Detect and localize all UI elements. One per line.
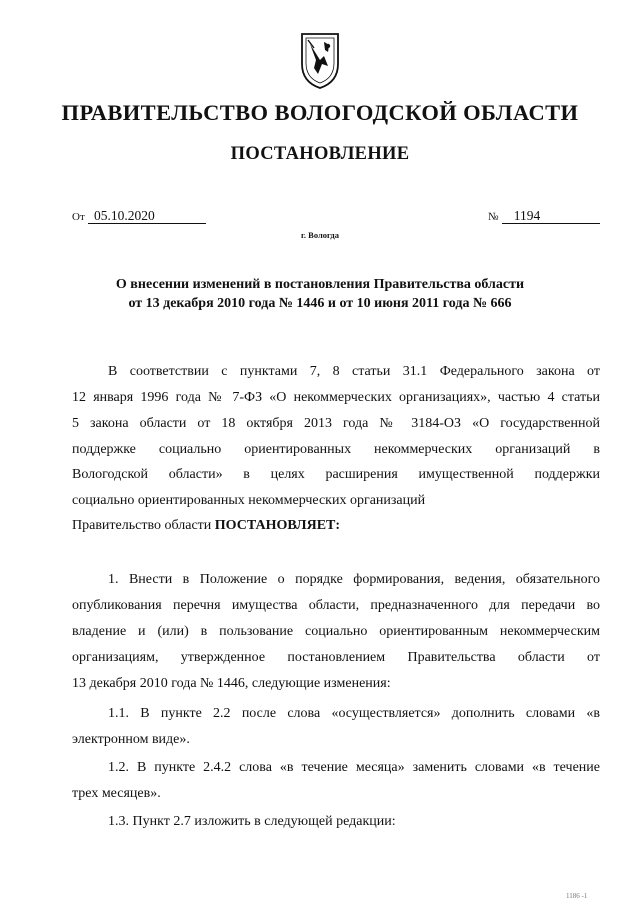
item-1-2-line: трех месяцев». (72, 786, 161, 801)
preamble-line: социально ориентированных некоммерческих организаций (72, 493, 426, 508)
number-value: 1194 (502, 208, 600, 224)
footer-mark: 1186 -1 (566, 892, 588, 900)
preamble-line: 5 закона области от 18 октября 2013 года № 3184-ОЗ «О государственной (72, 416, 600, 431)
item-1-line: опубликования перечня имущества области, предназначенного для передачи во (72, 598, 600, 613)
document-date (72, 208, 206, 224)
city-name: г. Вологда (301, 230, 339, 240)
coat-of-arms-icon (298, 30, 342, 90)
item-1-line: владение и (или) в пользование социально ориентированным некоммерческим (72, 624, 600, 639)
item-1-line: 1. Внести в Положение о порядке формирования, ведения, обязательного (108, 572, 600, 587)
document-number (488, 208, 600, 224)
date-prefix: От (72, 211, 85, 223)
item-1-line: 13 декабря 2010 года № 1446, следующие изменения: (72, 676, 391, 691)
government-title: ПРАВИТЕЛЬСТВО ВОЛОГОДСКОЙ ОБЛАСТИ (61, 100, 579, 125)
item-1-line: организациям, утвержденное постановлением Правительства области от (72, 650, 600, 665)
document-type: ПОСТАНОВЛЕНИЕ (230, 144, 410, 164)
decree-line (72, 516, 600, 536)
item-1-1-line: электронном виде». (72, 732, 190, 747)
preamble-line: В соответствии с пунктами 7, 8 статьи 31.1 Федерального закона от (108, 364, 600, 379)
preamble-line: Вологодской области» в целях расширения имущественной поддержки (72, 467, 600, 482)
preamble-line: 12 января 1996 года № 7-ФЗ «О некоммерческих организациях», частью 4 статьи (72, 390, 600, 405)
preamble-line: поддержке социально ориентированных некоммерческих организаций в (72, 442, 600, 457)
item-1-3-line: 1.3. Пункт 2.7 изложить в следующей редакции: (108, 814, 396, 829)
subject-line: О внесении изменений в постановления Правительства области (115, 277, 525, 292)
item-1-2-line: 1.2. В пункте 2.4.2 слова «в течение месяца» заменить словами «в течение (108, 760, 600, 775)
item-1-1-line: 1.1. В пункте 2.2 после слова «осуществляется» дополнить словами «в (108, 706, 600, 721)
subject-line: от 13 декабря 2010 года № 1446 и от 10 июня 2011 года № 666 (128, 296, 512, 311)
document-subject (100, 275, 540, 313)
decree-intro: Правительство области (72, 518, 212, 533)
date-value: 05.10.2020 (88, 208, 206, 224)
decree-word: ПОСТАНОВЛЯЕТ: (214, 518, 341, 533)
number-prefix: № (488, 211, 499, 223)
